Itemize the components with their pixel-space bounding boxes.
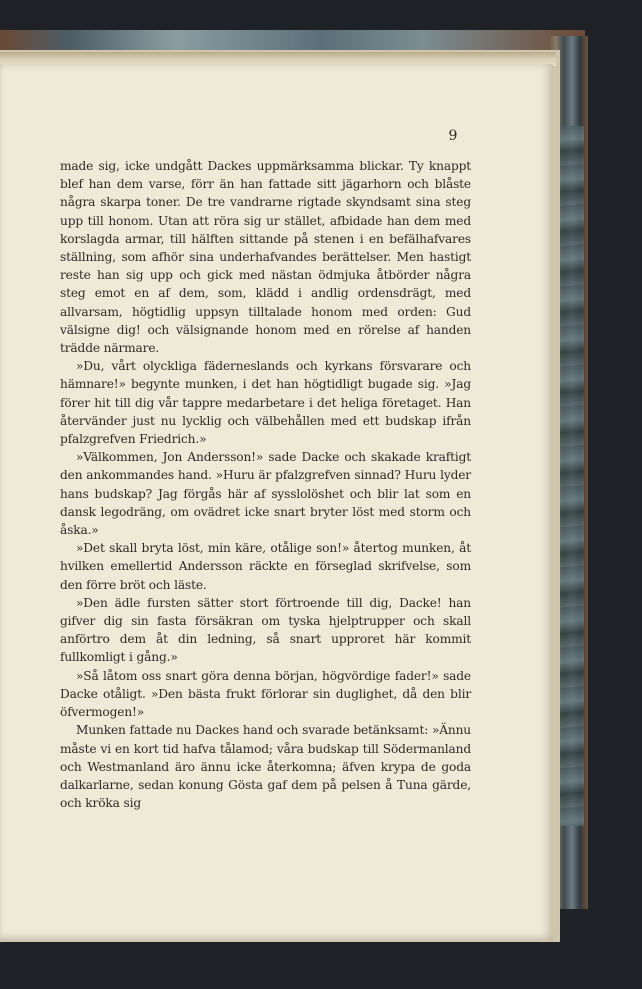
page-body-text <box>60 157 471 812</box>
page-number: 9 <box>448 128 458 144</box>
paragraph: »Du, vårt olyckliga fäderneslands och kyrkans försvarare och hämnare!» begynte munken, i det han högtidligt bugade sig. »Jag förer hit till dig vår tappre medarbetare i det heliga företaget. Han återvänder just nu lycklig och välbehållen med ett budskap ifrån pfalzgrefven Friedrich.» <box>60 359 471 447</box>
paragraph: »Välkommen, Jon Andersson!» sade Dacke och skakade kraftigt den ankommandes hand. »Huru är pfalzgrefven sinnad? Huru lyder hans budskap? Jag förgås här af sysslolöshet och blir lat som en dansk legodräng, om ovädret icke snart bryter löst med storm och åska.» <box>60 450 471 538</box>
paragraph: made sig, icke undgått Dackes uppmärksamma blickar. Ty knappt blef han dem varse, förr än han fattade sitt jägarhorn och blåste några skarpa toner. De tre vandrarne rigtade skyndsamt sina steg upp till honom. Utan att röra sig ur stället, afbidade han dem med korslagda armar, till hälften sittande på stenen i en befälhafvares ställning, som afhör sina underhafvandes berättelser. Men hastigt reste han sig upp och gick med nästan ödmjuka åtbörder några steg emot en af dem, som, klädd i andlig ordensdrägt, med allvarsam, högtidlig uppsyn tilltalade honom med orden: Gud välsigne dig! och välsignande honom med en rörelse af handen trädde närmare. <box>60 159 471 356</box>
paragraph: Munken fattade nu Dackes hand och svarade betänksamt: »Ännu måste vi en kort tid hafva tålamod; våra budskap till Södermanland och Westmanland äro ännu icke återkomna; äfven krypa de goda dalkarlarne, sedan konung Gösta gaf dem på pelsen å Tuna gärde, och kröka sig <box>60 723 471 811</box>
paragraph: »Den ädle fursten sätter stort förtroende till dig, Dacke! han gifver dig sin fasta försäkran om tyska hjelptrupper och skall anförtro dem åt din ledning, så snart upproret här kommit fullkomligt i gång.» <box>60 595 471 665</box>
paragraph: »Det skall bryta löst, min käre, otålige son!» återtog munken, åt hvilken emellertid Andersson räckte en förseglad skrifvelse, som den förre bröt och läste. <box>60 541 471 592</box>
paragraph: »Så låtom oss snart göra denna början, högvördige fader!» sade Dacke otåligt. »Den bästa frukt förlorar sin duglighet, då den blir öfvermogen!» <box>60 668 471 720</box>
